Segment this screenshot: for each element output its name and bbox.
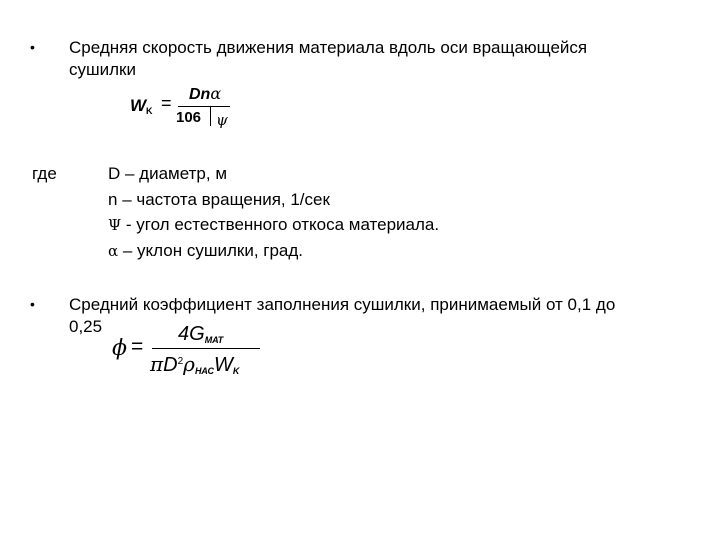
- formula1-numerator: Dnα: [189, 84, 222, 103]
- bullet-marker-2: •: [30, 296, 35, 312]
- where-text-angle: - угол естественного откоса материала.: [121, 215, 440, 234]
- where-label: где: [32, 164, 57, 183]
- formula2-lhs: ϕ: [112, 336, 127, 361]
- formula2-numerator: $4G_{МАТ}$: [178, 323, 224, 345]
- where-text-slope: – уклон сушилки, град.: [118, 241, 304, 260]
- formula1-denominator-greek: ψ: [216, 111, 228, 129]
- where-item-diameter: [108, 162, 227, 185]
- bullet-2-line-1: Средний коэффициент заполнения сушилки, принимаемый от 0,1 до: [69, 295, 616, 314]
- formula1-lhs: $W_K$: [130, 96, 153, 116]
- bullet-marker-1: •: [30, 39, 35, 55]
- formula1-denominator: 106: [176, 109, 202, 126]
- symbol-alpha: α: [108, 242, 119, 260]
- where-item-slope: [108, 239, 303, 263]
- bullet-1-line-2: сушилки: [69, 60, 136, 79]
- where-text-diameter: – диаметр, м: [120, 164, 228, 183]
- formula2-denominator: $\pi D^2\rho_{НАС}W_K$: [150, 352, 240, 376]
- where-text-frequency: – частота вращения, 1/сек: [117, 190, 330, 209]
- formula1-equals: =: [161, 93, 172, 113]
- where-item-frequency: [108, 188, 330, 211]
- formula2-equals: =: [131, 335, 144, 358]
- symbol-psi: Ψ: [108, 216, 122, 234]
- symbol-d: D: [108, 164, 121, 183]
- bullet-1-line-1: Средняя скорость движения материала вдоль оси вращающейся: [69, 38, 588, 57]
- symbol-n: n: [108, 190, 118, 209]
- formula2-fraction-bar: [152, 348, 260, 349]
- bullet-2-line-2: 0,25: [69, 317, 103, 336]
- where-item-angle: [108, 213, 439, 237]
